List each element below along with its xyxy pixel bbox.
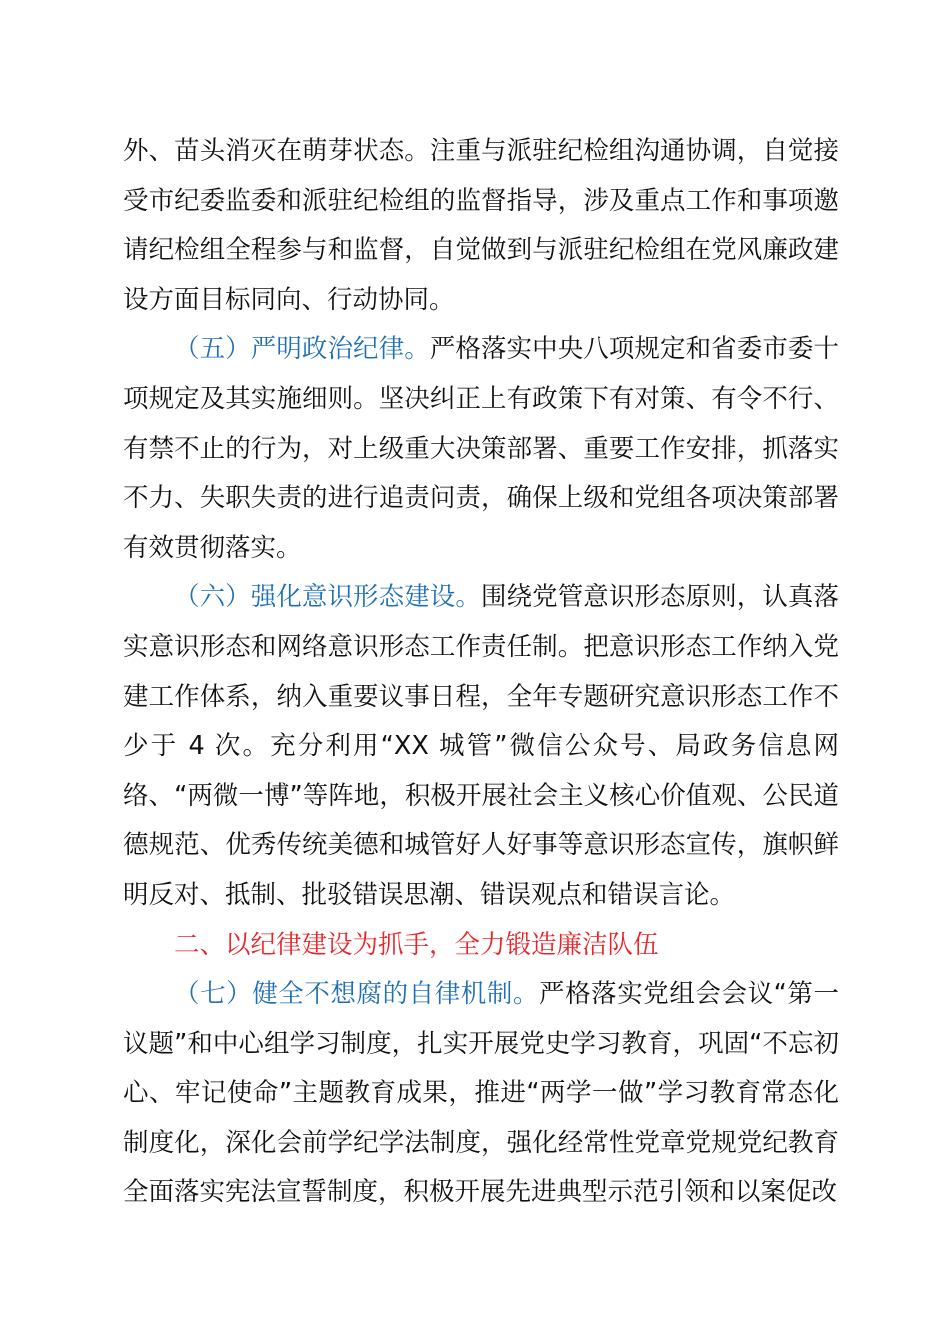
sub-heading-five: （五）严明政治纪律。 <box>174 334 430 365</box>
paragraph-text: 外、苗头消灭在萌芽状态。注重与派驻纪检组沟通协调，自觉接受市纪委监委和派驻纪检组的监督指导，涉及重点工作和事项邀请纪检组全程参与和监督，自觉做到与派驻纪检组在党风廉政建设方面目标同向、行动协同。 <box>123 136 839 315</box>
paragraph-continuation <box>123 127 839 325</box>
paragraph-seven <box>123 970 839 1218</box>
document-body <box>123 127 839 1218</box>
paragraph-five <box>123 325 839 573</box>
section-heading-two: 二、以纪律建设为抓手，全力锻造廉洁队伍 <box>174 929 659 960</box>
paragraph-six <box>123 573 839 920</box>
sub-heading-seven: （七）健全不想腐的自律机制。 <box>174 979 539 1010</box>
paragraph-text: 围绕党管意识形态原则，认真落实意识形态和网络意识形态工作责任制。把意识形态工作纳入党建工作体系，纳入重要议事日程，全年专题研究意识形态工作不少于 4 次。充分利用“XX 城管”微信公众号、局政务信息网络、“两微一博”等阵地，积极开展社会主义核心价值观、公民道德规范、优秀传统美德和城管好人好事等意识形态宣传，旗帜鲜明反对、抵制、批驳错误思潮、错误观点和错误言论。 <box>123 582 839 910</box>
sub-heading-six: （六）强化意识形态建设。 <box>174 582 481 613</box>
paragraph-text: 严格落实中央八项规定和省委市委十项规定及其实施细则。坚决纠正上有政策下有对策、有令不行、有禁不止的行为，对上级重大决策部署、重要工作安排，抓落实不力、失职失责的进行追责问责，确保上级和党组各项决策部署有效贯彻落实。 <box>123 334 839 563</box>
paragraph-text: 严格落实党组会会议“第一议题”和中心组学习制度，扎实开展党史学习教育，巩固“不忘初心、牢记使命”主题教育成果，推进“两学一做”学习教育常态化制度化，深化会前学纪学法制度，强化经常性党章党规党纪教育全面落实宪法宣誓制度，积极开展先进典型示范引领和以案促改 <box>123 979 839 1208</box>
